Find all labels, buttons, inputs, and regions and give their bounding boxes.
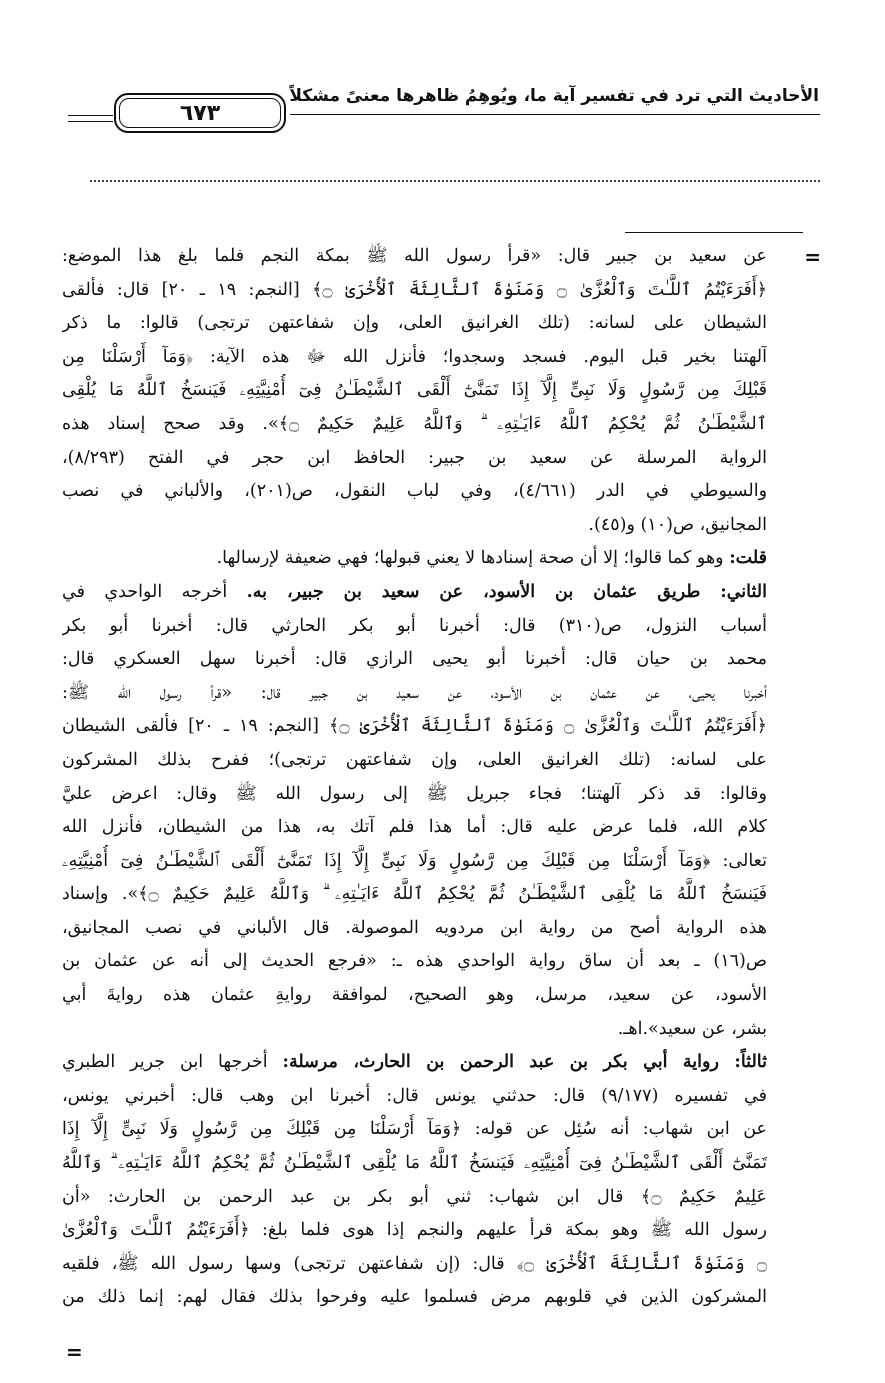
text-line [62, 744, 767, 778]
text-line [62, 509, 767, 543]
page-number-frame [114, 93, 286, 133]
text-line [62, 341, 767, 375]
text-line [62, 845, 767, 879]
line-text: على لسانه: (تلك الغرانيق العلى، وإن شفاعتهن ترتجى)؛ ففرح بذلك المشركون [62, 749, 767, 770]
line-text: ﴿أَفَرَءَيْتُمُ ٱللَّـٰتَ وَٱلْعُزَّىٰ ۝ وَمَنَوٰةَ ٱلثَّالِثَةَ ٱلْأُخْرَىٰ ۝﴾ [النجم: ١٩ ـ ٢٠] فألقى الشيطان [62, 716, 767, 737]
text-line [62, 1281, 767, 1315]
text-line [62, 710, 767, 744]
line-text: فَيَنسَخُ ٱللَّهُ مَا يُلْقِى ٱلشَّيْطَـٰنُ ثُمَّ يُحْكِمُ ٱللَّهُ ءَايَـٰتِهِۦ ۗ وَٱللَّهُ عَلِيمٌ حَكِيمٌ ۝﴾». وإسناد [62, 884, 767, 905]
line-text: أخرجه الواحدي في [62, 581, 247, 602]
footnote-rule [625, 232, 803, 233]
line-text: عن ابن شهاب: أنه سُئِل عن قوله: ﴿وَمَآ أَرْسَلْنَا مِن قَبْلِكَ مِن رَّسُولٍ وَلَا نَبِىٍّ إِلَّآ إِذَا [62, 1119, 767, 1140]
text-line [62, 1080, 767, 1114]
header-rule [290, 114, 820, 115]
text-line [62, 643, 767, 677]
text-line [62, 778, 767, 812]
text-line [62, 1181, 767, 1215]
continuation-mark-bottom: = [66, 1340, 83, 1364]
text-line [62, 374, 767, 408]
text-line [62, 475, 767, 509]
line-text: المشركون الذين في قلوبهم مرض فسلموا عليه وفرحوا بذلك فقال لهم: إنما ذلك من [62, 1287, 767, 1308]
line-text: محمد بن حيان قال: أخبرنا أبو يحيى الرازي قال: أخبرنا سهل العسكري قال: [62, 649, 767, 670]
line-text: تَمَنَّىٰٓ أَلْقَى ٱلشَّيْطَـٰنُ فِىٓ أُمْنِيَّتِهِۦ فَيَنسَخُ ٱللَّهُ مَا يُلْقِى ٱلشَّيْطَـٰنُ ثُمَّ يُحْكِمُ ٱللَّهُ ءَايَـٰتِهِۦ ۗ وَٱللَّهُ [62, 1153, 767, 1174]
text-line [62, 912, 767, 946]
line-text: هذه الرواية أصح من رواية ابن مردويه الموصولة. قال الألباني في نصب المجانيق، [62, 917, 767, 938]
text-line [62, 878, 767, 912]
line-text: قَبْلِكَ مِن رَّسُولٍ وَلَا نَبِىٍّ إِلَّآ إِذَا تَمَنَّىٰٓ أَلْقَى ٱلشَّيْطَـٰنُ فِىٓ أُمْنِيَّتِهِۦ فَيَنسَخُ ٱللَّهُ مَا يُلْقِى [62, 380, 767, 401]
header-rule-left-2 [68, 121, 113, 122]
line-text: الرواية المرسلة عن سعيد بن جبير: الحافظ ابن حجر في الفتح (٨/٢٩٣)، [62, 447, 767, 468]
line-text: كلام الله، فلما عرض عليه قال: أما هذا فلم آتك به، هذا من الشيطان، فأنزل الله [62, 817, 767, 838]
text-line [62, 542, 767, 576]
text-line [62, 576, 767, 610]
text-line [62, 274, 767, 308]
text-line [62, 307, 767, 341]
bold-heading: قلت: [729, 548, 767, 569]
text-line [62, 240, 767, 274]
bold-heading: الثاني: طريق عثمان بن الأسود، عن سعيد بن جبير، به. [246, 581, 767, 602]
page-number: ٦٧٣ [179, 100, 221, 126]
line-text: أخبرنا يحيى، عن عثمان بن الأسود، عن سعيد بن جبير قال: «قرأ رسول الله ﷺ: [62, 682, 767, 703]
line-text: بشر، عن سعيد».اهـ. [617, 1018, 767, 1039]
text-line [62, 1013, 767, 1047]
continuation-mark-top: = [804, 245, 821, 269]
line-text: رسول الله ﷺ وهو بمكة قرأ عليهم والنجم إذا هوى فلما بلغ: ﴿أَفَرَءَيْتُمُ ٱللَّـٰتَ وَٱلْعُزَّىٰ [62, 1220, 767, 1241]
text-line [62, 677, 767, 711]
text-line [62, 1046, 767, 1080]
text-line [62, 1214, 767, 1248]
line-text: والسيوطي في الدر (٤/٦٦١)، وفي لباب النقول، ص(٢٠١)، والألباني في نصب [62, 481, 767, 502]
text-line [62, 1147, 767, 1181]
header-rule-left-1 [68, 115, 113, 116]
text-line [62, 442, 767, 476]
bold-heading: ثالثاً: رواية أبي بكر بن عبد الرحمن بن الحارث، مرسلة: [282, 1052, 767, 1073]
text-line [62, 610, 767, 644]
line-text: الأسود، عن سعيد، مرسل، وهو الصحيح، لموافقة روايةِ عثمان هذه روايةَ أبي [62, 985, 767, 1006]
line-text: ۝ وَمَنَوٰةَ ٱلثَّالِثَةَ ٱلْأُخْرَىٰ ۝﴾ قال: (إن شفاعتهن ترتجى) وسها رسول الله ﷺ، فلقيه [62, 1253, 767, 1274]
line-text: ٱلشَّيْطَـٰنُ ثُمَّ يُحْكِمُ ٱللَّهُ ءَايَـٰتِهِۦ ۗ وَٱللَّهُ عَلِيمٌ حَكِيمٌ ۝﴾». وقد صحح إسناد هذه [62, 413, 767, 434]
text-line [62, 945, 767, 979]
line-text: وهو كما قالوا؛ إلا أن صحة إسنادها لا يعني قبولها؛ فهي ضعيفة لإرسالها. [216, 548, 730, 569]
line-text: أسباب النزول، ص(٣١٠) قال: أخبرنا أبو بكر الحارثي قال: أخبرنا أبو بكر [62, 615, 767, 636]
line-text: عَلِيمٌ حَكِيمٌ ۝﴾ قال ابن شهاب: ثني أبو بكر بن عبد الرحمن بن الحارث: «أن [62, 1186, 767, 1207]
line-text: ﴿أَفَرَءَيْتُمُ ٱللَّـٰتَ وَٱلْعُزَّىٰ ۝ وَمَنَوٰةَ ٱلثَّالِثَةَ ٱلْأُخْرَىٰ ۝﴾ [النجم: ١٩ ـ ٢٠] قال: فألقى [62, 279, 767, 300]
line-text: المجانيق، ص(١٠) و(٤٥). [588, 514, 767, 535]
line-text: وقالوا: قد ذكر آلهتنا؛ فجاء جبريل ﷺ إلى رسول الله ﷺ وقال: اعرض عليَّ [62, 783, 767, 804]
text-line [62, 1248, 767, 1282]
text-line [62, 408, 767, 442]
line-text: أخرجها ابن جرير الطبري [62, 1052, 283, 1073]
text-line [62, 1113, 767, 1147]
text-line [62, 811, 767, 845]
line-text: آلهتنا بخير قبل اليوم. فسجد وسجدوا؛ فأنزل الله ﷻ هذه الآية: ﴿وَمَآ أَرْسَلْنَا مِن [62, 346, 767, 367]
text-line [62, 979, 767, 1013]
running-title: الأحاديث التي ترد في تفسير آية ما، ويُوهِمُ ظاهرها معنىً مشكلاً [289, 86, 819, 106]
line-text: ص(١٦) ـ بعد أن ساق رواية الواحدي هذه ـ: «فرجع الحديث إلى أنه عن عثمان بن [62, 951, 767, 972]
dotted-separator [90, 180, 820, 182]
line-text: في تفسيره (٩/١٧٧) قال: حدثني يونس قال: أخبرنا ابن وهب قال: أخبرني يونس، [62, 1085, 767, 1106]
line-text: عن سعيد بن جبير قال: «قرأ رسول الله ﷺ بمكة النجم فلما بلغ هذا الموضع: [62, 246, 767, 266]
footnote-text [62, 240, 767, 1315]
line-text: الشيطان على لسانه: (تلك الغرانيق العلى، وإن شفاعتهن ترتجى) قالوا: ما ذكر [62, 313, 767, 334]
line-text: تعالى: ﴿وَمَآ أَرْسَلْنَا مِن قَبْلِكَ مِن رَّسُولٍ وَلَا نَبِىٍّ إِلَّآ إِذَا تَمَنَّىٰٓ أَلْقَى ٱلشَّيْطَـٰنُ فِىٓ أُمْنِيَّتِهِۦ [62, 850, 767, 871]
